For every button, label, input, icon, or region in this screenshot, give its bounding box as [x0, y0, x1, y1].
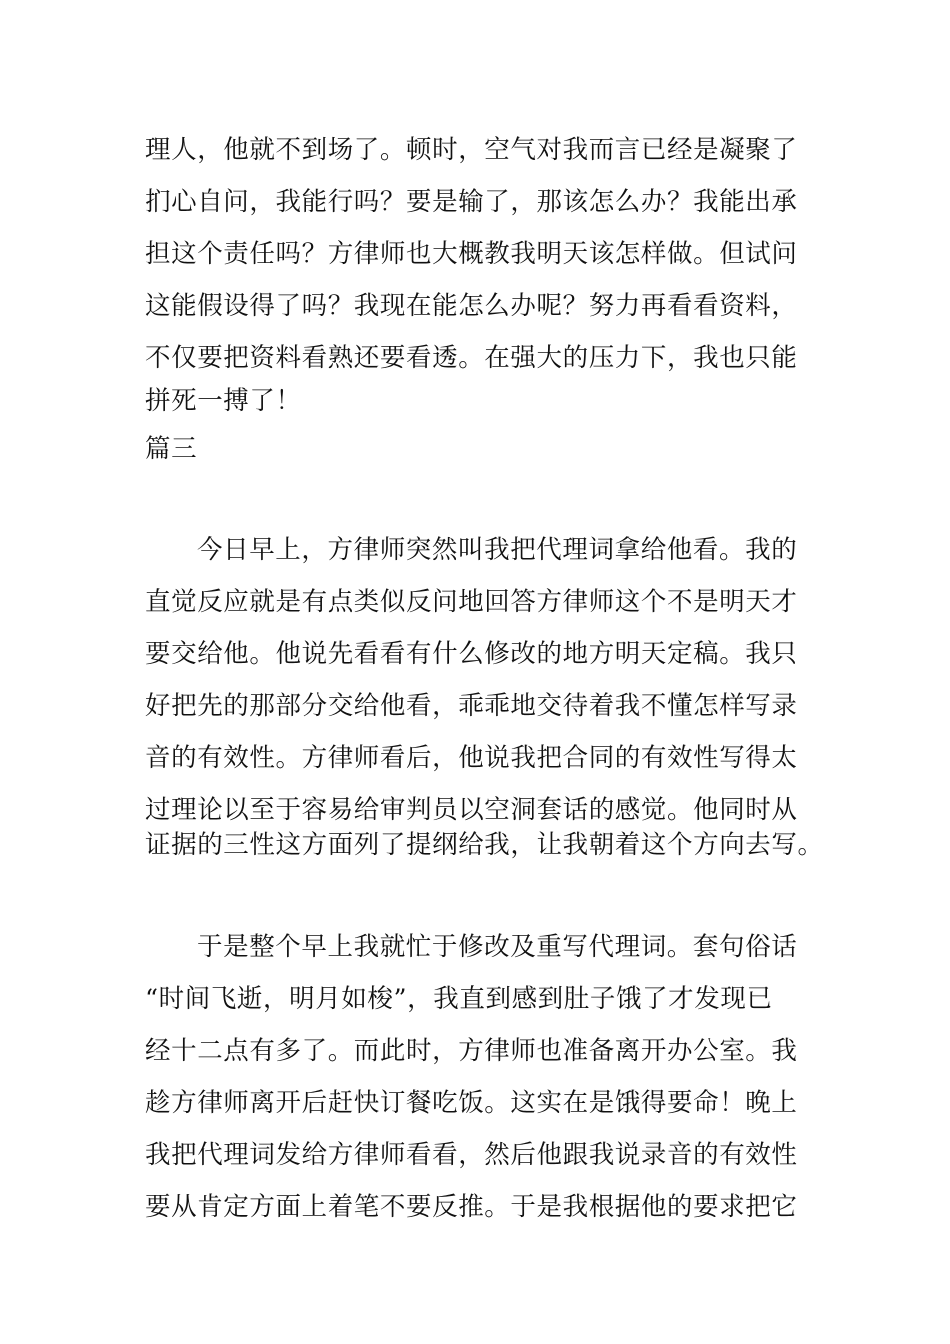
section-heading: 篇三 — [145, 434, 198, 464]
text-line: 这能假设得了吗？我现在能怎么办呢？努力再看看资料， — [145, 291, 798, 321]
text-line: 今日早上，方律师突然叫我把代理词拿给他看。我的 — [197, 535, 798, 565]
text-line: 证据的三性这方面列了提纲给我，让我朝着这个方向去写。 — [145, 830, 824, 860]
text-line: 要交给他。他说先看看有什么修改的地方明天定稿。我只 — [145, 639, 798, 669]
text-line: 拼死一搏了！ — [145, 386, 302, 416]
text-line: 担这个责任吗？方律师也大概教我明天该怎样做。但试问 — [145, 239, 798, 269]
text-line: 不仅要把资料看熟还要看透。在强大的压力下，我也只能 — [145, 343, 798, 373]
text-line: 理人，他就不到场了。顿时，空气对我而言已经是凝聚了 — [145, 135, 798, 165]
text-line: 音的有效性。方律师看后，他说我把合同的有效性写得太 — [145, 743, 798, 773]
text-line: 趁方律师离开后赶快订餐吃饭。这实在是饿得要命！晚上 — [145, 1088, 798, 1118]
text-line: “时间飞逝，明月如梭”，我直到感到肚子饿了才发现已 — [145, 984, 773, 1014]
text-line: 经十二点有多了。而此时，方律师也准备离开办公室。我 — [145, 1036, 798, 1066]
text-line: 好把先的那部分交给他看，乖乖地交待着我不懂怎样写录 — [145, 691, 798, 721]
text-line: 我把代理词发给方律师看看，然后他跟我说录音的有效性 — [145, 1140, 798, 1170]
text-line: 过理论以至于容易给审判员以空洞套话的感觉。他同时从 — [145, 795, 798, 825]
text-line: 直觉反应就是有点类似反问地回答方律师这个不是明天才 — [145, 587, 798, 617]
text-line: 要从肯定方面上着笔不要反推。于是我根据他的要求把它 — [145, 1192, 798, 1222]
text-line: 于是整个早上我就忙于修改及重写代理词。套句俗话 — [197, 932, 798, 962]
text-line: 扪心自问，我能行吗？要是输了，那该怎么办？我能出承 — [145, 187, 798, 217]
